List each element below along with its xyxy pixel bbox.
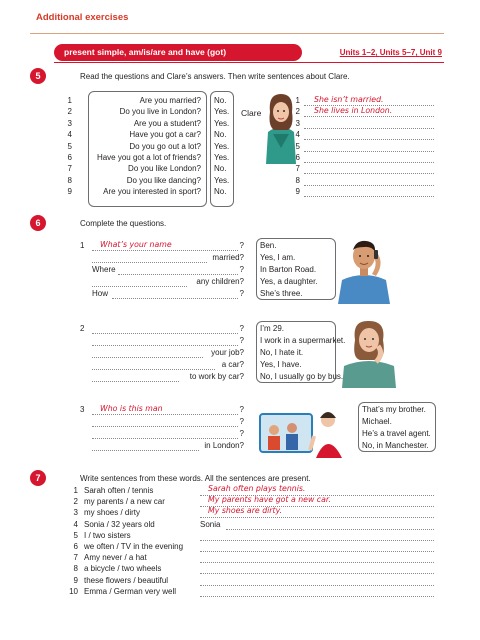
clare-illustration — [264, 92, 298, 164]
item-number: 2 — [80, 324, 85, 333]
handwritten-answer: Sarah often plays tennis. — [208, 484, 306, 493]
item-number: 9 — [73, 575, 78, 585]
item-number: 6 — [73, 542, 78, 551]
item-number: 2 — [73, 497, 78, 507]
question-ending: ? — [239, 324, 244, 333]
answer-line[interactable] — [92, 348, 203, 358]
item-number: 3 — [295, 118, 300, 128]
prompt-words: my shoes / dirty — [84, 508, 141, 518]
exercise-number-badge: 5 — [30, 68, 46, 84]
header-divider — [30, 33, 444, 34]
item-number: 1 — [73, 486, 78, 495]
prompt-words: Sonia / 32 years old — [84, 519, 155, 529]
response-text: She’s three. — [260, 289, 303, 298]
response-text: Yes, I am. — [260, 253, 296, 262]
item-number: 1 — [67, 96, 72, 105]
clare-answer: Yes. — [214, 153, 230, 162]
answer-line[interactable] — [92, 253, 207, 263]
item-number: 6 — [67, 153, 72, 162]
response-text: Yes, a daughter. — [260, 277, 318, 286]
prompt-words: Amy never / a hat — [84, 553, 147, 563]
response-text: In Barton Road. — [260, 265, 317, 274]
sentence-start: Sonia — [200, 519, 221, 529]
answer-line[interactable] — [112, 289, 238, 299]
prompt-words: I / two sisters — [84, 530, 131, 540]
item-number: 5 — [67, 141, 72, 151]
answer-line[interactable] — [304, 176, 434, 186]
response-text: Michael. — [362, 417, 392, 426]
answer-line[interactable] — [92, 336, 238, 346]
page-header-title: Additional exercises — [36, 12, 129, 23]
response-text: No, I hate it. — [260, 348, 304, 357]
unit-separator: , — [415, 48, 420, 57]
item-number: 3 — [80, 405, 85, 414]
response-text: No, I usually go by bus. — [260, 372, 344, 381]
item-number: 2 — [67, 107, 72, 117]
item-number: 5 — [295, 141, 300, 151]
response-text: He’s a travel agent. — [362, 429, 431, 438]
answer-line[interactable] — [200, 542, 434, 552]
item-number: 7 — [73, 553, 78, 563]
answer-line[interactable] — [200, 587, 434, 597]
item-number: 3 — [67, 118, 72, 128]
response-text: No, in Manchester. — [362, 441, 429, 450]
question-ending: a car? — [221, 360, 244, 369]
item-number: 4 — [73, 519, 78, 529]
unit-references — [340, 48, 442, 57]
woman-illustration — [340, 318, 398, 388]
response-text: Ben. — [260, 241, 277, 250]
question-ending: any children? — [196, 277, 244, 286]
question-ending: your job? — [211, 348, 244, 357]
handwritten-answer: My shoes are dirty. — [208, 506, 283, 516]
item-number: 1 — [80, 241, 85, 250]
exercise-instruction: Write sentences from these words. All the sentences are present. — [80, 474, 311, 483]
topic-label: present simple, am/is/are and have (got) — [64, 47, 227, 57]
question-ending: married? — [212, 253, 244, 262]
question-text: Do you like London? — [128, 164, 201, 174]
response-text: I’m 29. — [260, 324, 285, 333]
clare-answer: Yes. — [214, 175, 230, 185]
question-text: Are you interested in sport? — [103, 187, 201, 197]
prompt-words: a bicycle / two wheels — [84, 564, 162, 574]
clare-answer: No. — [214, 130, 227, 140]
unit-link[interactable]: Unit 9 — [419, 48, 442, 57]
exercise-number-badge: 7 — [30, 470, 46, 486]
item-number: 8 — [67, 175, 72, 185]
unit-link[interactable]: Units 5–7 — [379, 48, 416, 57]
answer-line[interactable] — [226, 520, 434, 530]
clare-name-label: Clare — [241, 108, 262, 118]
answer-line[interactable] — [92, 324, 238, 334]
prompt-words: we often / TV in the evening — [84, 542, 184, 551]
item-number: 9 — [67, 187, 72, 197]
answer-line[interactable] — [304, 119, 434, 129]
prompt-words: Emma / German very well — [84, 586, 177, 596]
answer-line[interactable] — [92, 441, 199, 451]
answer-line[interactable] — [92, 360, 215, 370]
question-ending: in London? — [204, 441, 244, 450]
exercise-instruction: Read the questions and Clare’s answers. Then write sentences about Clare. — [80, 72, 350, 81]
exercise-instruction: Complete the questions. — [80, 219, 167, 228]
answer-line[interactable] — [92, 417, 238, 427]
photo-illustration — [252, 406, 348, 458]
handwritten-answer: She isn’t married. — [314, 95, 384, 104]
handwritten-answer: My parents have got a new car. — [208, 495, 331, 505]
clare-answer: No. — [214, 96, 227, 105]
item-number: 10 — [69, 586, 78, 596]
answer-line[interactable] — [304, 187, 434, 197]
answer-line[interactable] — [200, 576, 434, 586]
answer-line[interactable] — [304, 153, 434, 163]
clare-answer: Yes. — [214, 141, 230, 151]
item-number: 8 — [295, 175, 300, 185]
question-text: Have you got a car? — [129, 130, 201, 140]
item-number: 4 — [295, 130, 300, 140]
question-text: Do you like dancing? — [126, 175, 201, 185]
answer-line[interactable] — [92, 429, 238, 439]
question-ending: ? — [239, 405, 244, 414]
response-text: Yes, I have. — [260, 360, 302, 369]
handwritten-answer: What’s your name — [100, 240, 172, 249]
item-number: 5 — [73, 530, 78, 540]
answer-line[interactable] — [304, 164, 434, 174]
response-text: That’s my brother. — [362, 405, 426, 414]
question-ending: ? — [239, 289, 244, 298]
topic-underline — [54, 62, 444, 63]
question-ending: to work by car? — [189, 372, 244, 381]
unit-separator: , — [375, 48, 380, 57]
item-number: 7 — [295, 164, 300, 174]
clare-answer: Yes. — [214, 107, 230, 117]
question-ending: ? — [239, 417, 244, 426]
question-prompt: How — [92, 289, 109, 298]
response-text: I work in a supermarket. — [260, 336, 346, 345]
item-number: 9 — [295, 187, 300, 197]
question-ending: ? — [239, 429, 244, 438]
item-number: 8 — [73, 564, 78, 574]
question-text: Are you married? — [139, 96, 201, 105]
answer-line[interactable] — [200, 531, 434, 541]
question-ending: ? — [239, 336, 244, 345]
answer-line[interactable] — [304, 142, 434, 152]
prompt-words: my parents / a new car — [84, 497, 165, 507]
answer-line[interactable] — [92, 372, 179, 382]
unit-link[interactable]: Units 1–2 — [339, 48, 376, 57]
question-ending: ? — [239, 241, 244, 250]
question-text: Do you go out a lot? — [129, 141, 201, 151]
exercise-number-badge: 6 — [30, 215, 46, 231]
answer-line[interactable] — [118, 265, 238, 275]
question-text: Do you live in London? — [119, 107, 201, 117]
ben-illustration — [336, 236, 392, 304]
question-ending: ? — [239, 265, 244, 274]
handwritten-answer: She lives in London. — [314, 106, 393, 116]
answer-line[interactable] — [200, 553, 434, 563]
answer-line[interactable] — [200, 564, 434, 574]
item-number: 1 — [295, 96, 300, 105]
handwritten-answer: Who is this man — [100, 404, 163, 413]
item-number: 3 — [73, 508, 78, 518]
answer-line[interactable] — [304, 130, 434, 140]
clare-answer: Yes. — [214, 118, 230, 128]
prompt-words: these flowers / beautiful — [84, 575, 169, 585]
question-prompt: Where — [92, 265, 116, 274]
item-number: 2 — [295, 107, 300, 117]
item-number: 7 — [67, 164, 72, 174]
item-number: 4 — [67, 130, 72, 140]
prompt-words: Sarah often / tennis — [84, 486, 154, 495]
question-text: Are you a student? — [133, 118, 201, 128]
clare-answer: No. — [214, 164, 227, 174]
item-number: 6 — [295, 153, 300, 162]
answer-line[interactable] — [92, 277, 187, 287]
question-text: Have you got a lot of friends? — [96, 153, 201, 162]
clare-answer: No. — [214, 187, 227, 197]
